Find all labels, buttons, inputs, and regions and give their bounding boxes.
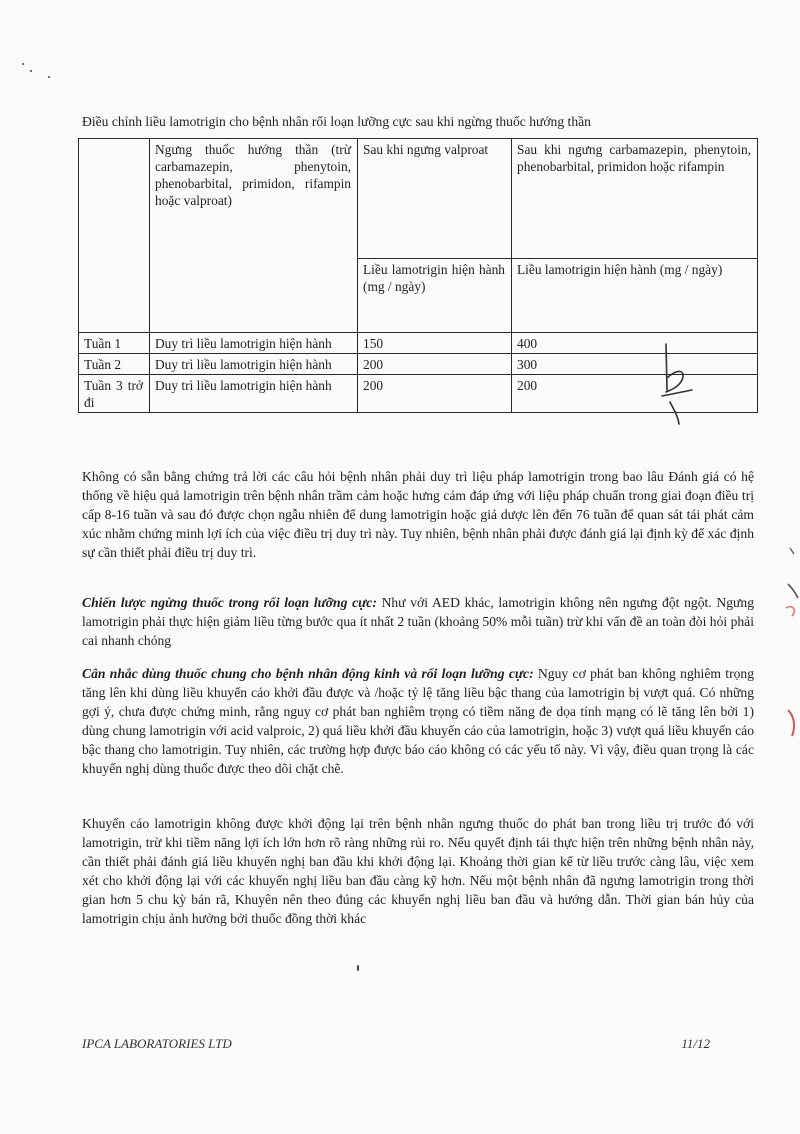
table-header-row <box>79 139 758 259</box>
dose-valproate-cell: 150 <box>358 333 512 354</box>
page-number: 11/12 <box>681 1036 710 1051</box>
dose-inducers-cell: 300 <box>512 354 758 375</box>
company-name: IPCA LABORATORIES LTD <box>82 1036 232 1051</box>
week-cell: Tuần 2 <box>79 354 150 375</box>
paragraph-body: Nguy cơ phát ban không nghiêm trọng tăng lên khi dùng liều khuyến cáo khởi đầu được và /hoặc tỷ lệ tăng liều bậc thang của lamotrigin bị vượt quá. Có những gợi ý, chưa được chứng minh, rằng nguy cơ phát ban nghiêm trọng có tiềm năng đe dọa tính mạng có lẽ tăng lên bởi 1) dùng chung lamotrigin với acid valproic, 2) quá liều khởi đầu khuyến cáo của lamotrigin, hoặc 3) vượt quá liều khuyến cáo bậc thang cho lamotrigin. Tuy nhiên, các trường hợp được báo cáo không có các yếu tố này. Vì vậy, điều quan trọng là các khuyến nghị dùng thuốc được theo dõi chặt chẽ. <box>82 666 754 776</box>
table-caption: Điều chỉnh liều lamotrigin cho bệnh nhân rối loạn lưỡng cực sau khi ngừng thuốc hướng thần <box>82 114 591 129</box>
dose-valproate-cell: 200 <box>358 375 512 413</box>
action-cell: Duy trì liều lamotrigin hiện hành <box>150 354 358 375</box>
header-after-inducers: Sau khi ngưng carbamazepin, phenytoin, phenobarbital, primidon hoặc rifampin <box>512 139 758 259</box>
header-psychotropic-withdrawal: Ngưng thuốc hướng thần (trừ carbamazepin, phenytoin, phenobarbital, primidon, rifampin hoặc valproat) <box>150 139 358 333</box>
subheader-dose-inducers: Liều lamotrigin hiện hành (mg / ngày) <box>512 259 758 333</box>
handwritten-initial-mark <box>652 340 702 430</box>
dose-inducers-cell: 200 <box>512 375 758 413</box>
paragraph-restart: Khuyến cáo lamotrigin không được khởi động lại trên bệnh nhân ngưng thuốc do phát ban trong liều trị trước đó với lamotrigin, trừ khi tiềm năng lợi ích lớn hơn rõ ràng những rủi ro. Nếu quyết định tái thực hiện trên những bệnh nhân này, cần thiết phải đánh giá liều khuyến nghị ban đầu khi khởi động lại. Khoảng thời gian kể từ liều trước càng lâu, việc xem xét cho khởi động lại với các khuyến nghị liều ban đầu càng kỹ hơn. Nếu một bệnh nhân đã ngưng lamotrigin trong thời gian hơn 5 chu kỳ bán rã, Khuyên nên theo đúng các khuyến nghị liều ban đầu và hướng dẫn. Thời gian bán hủy của lamotrigin chịu ảnh hưởng bởi thuốc đồng thời khác <box>82 816 754 926</box>
subheader-dose-valproate: Liều lamotrigin hiện hành (mg / ngày) <box>358 259 512 333</box>
paragraph-withdrawal-strategy <box>82 594 754 651</box>
week-cell: Tuần 1 <box>79 333 150 354</box>
header-after-valproate: Sau khi ngưng valproat <box>358 139 512 259</box>
dose-inducers-cell: 400 <box>512 333 758 354</box>
week-cell: Tuần 3 trở đi <box>79 375 150 413</box>
dose-valproate-cell: 200 <box>358 354 512 375</box>
page-footer <box>82 1036 710 1052</box>
paragraph-body: Như với AED khác, lamotrigin không nên ngưng đột ngột. Ngưng lamotrigin phải thực hiện giảm liều từng bước qua ít nhất 2 tuần (khoảng 50% mỗi tuần) trừ khi vấn đề an toàn đòi hỏi phải cai nhanh chóng <box>82 595 754 648</box>
table-corner-cell <box>79 139 150 333</box>
scan-edge-marks <box>770 540 800 770</box>
scan-speck <box>30 70 32 72</box>
paragraph-heading: Chiến lược ngừng thuốc trong rối loạn lưỡng cực: <box>82 595 377 610</box>
scan-speck <box>22 63 24 65</box>
scan-speck <box>48 76 50 78</box>
scan-speck <box>357 965 359 971</box>
action-cell: Duy trì liều lamotrigin hiện hành <box>150 333 358 354</box>
paragraph-maintenance: Không có sẵn bằng chứng trả lời các câu hỏi bệnh nhân phải duy trì liệu pháp lamotrigin trong bao lâu Đánh giá có hệ thống về hiệu quả lamotrigin trên bệnh nhân trầm cảm hoặc hưng cảm đáp ứng với liệu pháp chuẩn trong giai đoạn điều trị cấp 8-16 tuần và sau đó được chọn ngẫu nhiên để dung lamotrigin hoặc giả dược lên đến 76 tuần để quan sát tái phát cảm xúc nhằm chứng minh lợi ích của việc điều trị duy trì này. Tuy nhiên, bệnh nhân phải được đánh giá lại định kỳ để xác định sự cần thiết phải điều trị duy trì. <box>82 469 754 560</box>
action-cell: Duy trì liều lamotrigin hiện hành <box>150 375 358 413</box>
paragraph-heading: Cân nhắc dùng thuốc chung cho bệnh nhân động kinh và rối loạn lưỡng cực: <box>82 666 534 681</box>
paragraph-general-dosing <box>82 665 754 778</box>
